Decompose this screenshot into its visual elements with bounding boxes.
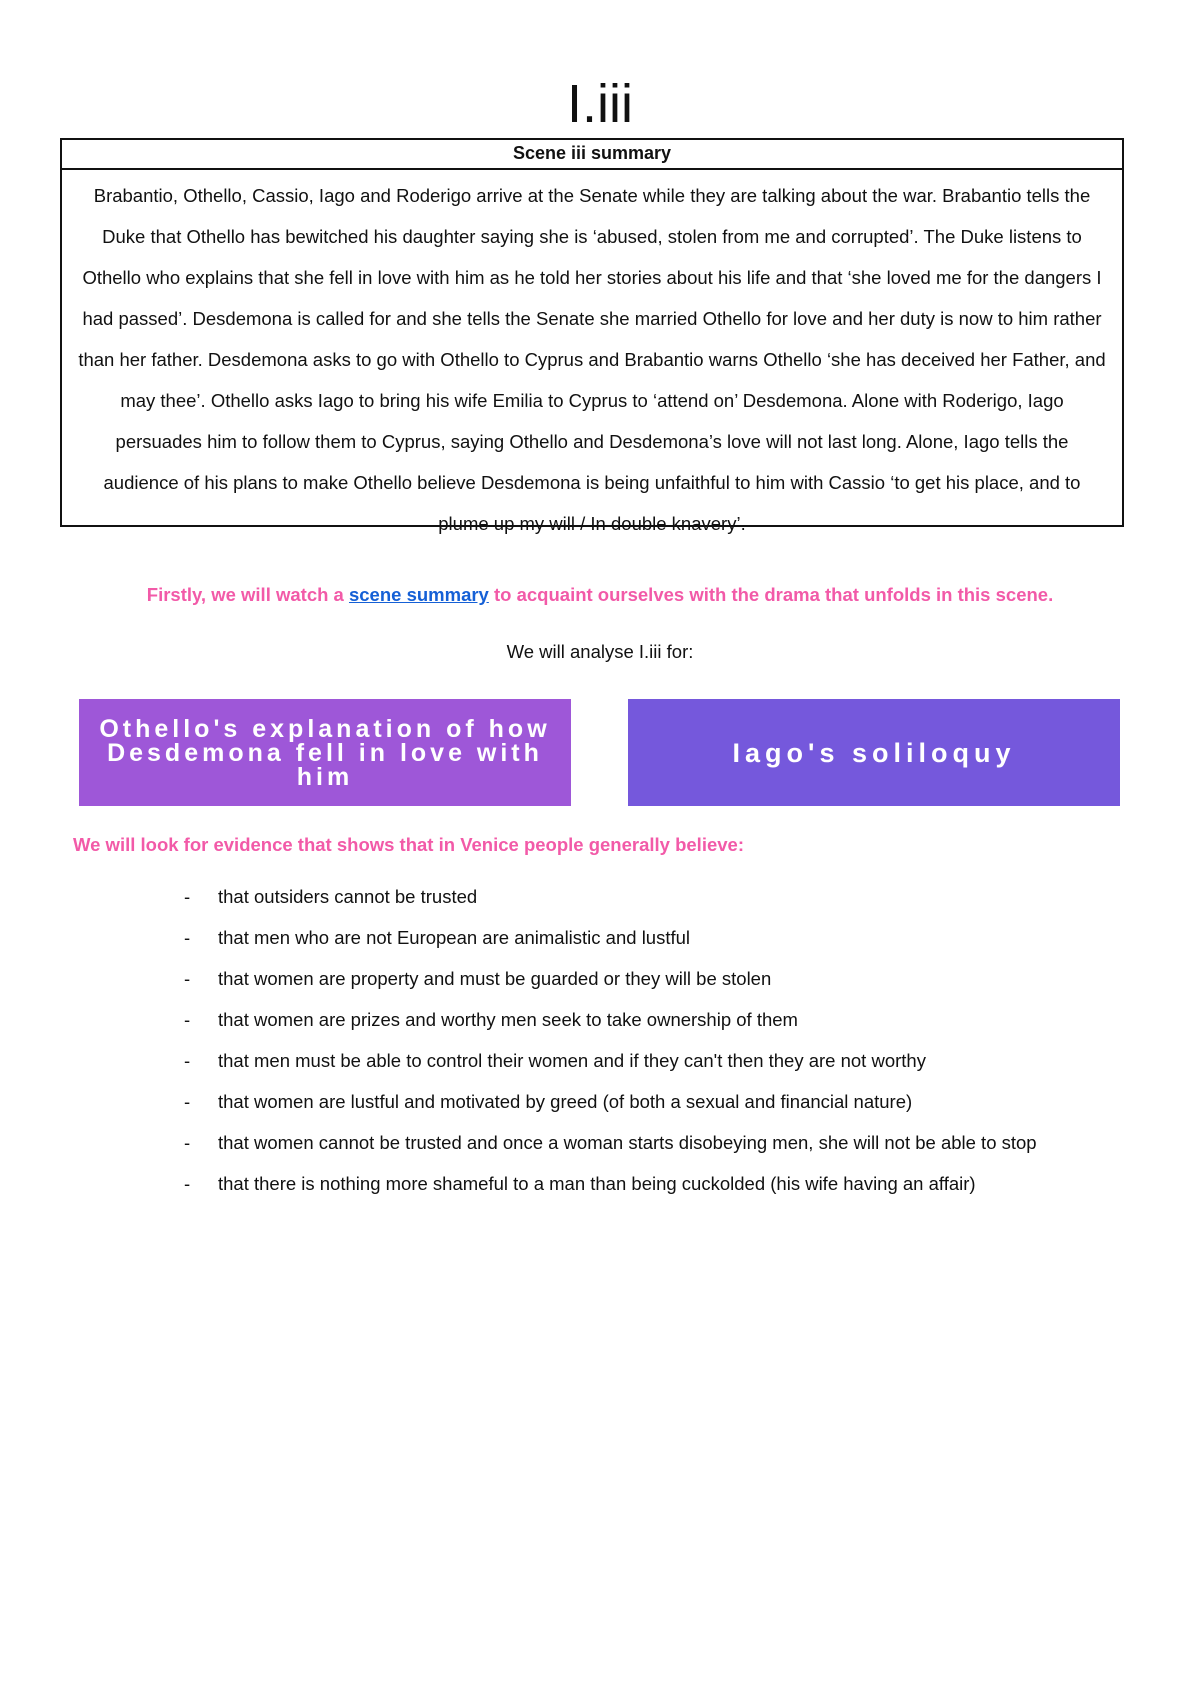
- belief-list: [184, 876, 1144, 1204]
- dash-bullet: -: [184, 1132, 191, 1153]
- focus-box-label: Iago's soliloquy: [732, 737, 1016, 768]
- summary-text: Brabantio, Othello, Cassio, Iago and Roderigo arrive at the Senate while they are talking about the war. Brabantio tells the Duke that Othello has bewitched his daughter saying she is ‘abused, stolen from me and corrupted’. The Duke listens to Othello who explains that she fell in love with him as he told her stories about his life and that ‘she loved me for the dangers I had passed’. Desdemona is called for and she tells the Senate she married Othello for love and her duty is now to him rather than her father. Desdemona asks to go with Othello to Cyprus and Brabantio warns Othello ‘she has deceived her Father, and may thee’. Othello asks Iago to bring his wife Emilia to Cyprus to ‘attend on’ Desdemona. Alone with Roderigo, Iago persuades him to follow them to Cyprus, saying Othello and Desdemona’s love will not last long. Alone, Iago tells the audience of his plans to make Othello believe Desdemona is being unfaithful to him with Cassio ‘to get his place, and to plume up my will / In double knavery’.: [78, 185, 1106, 534]
- intro-text-before: Firstly, we will watch a: [146, 584, 349, 605]
- intro-line: [0, 582, 1200, 608]
- summary-heading: Scene iii summary: [62, 140, 1122, 170]
- list-item: [184, 1163, 1144, 1204]
- list-item: [184, 917, 1144, 958]
- list-item-text: that men must be able to control their women and if they can't then they are not worthy: [218, 1050, 926, 1071]
- focus-box-iago-soliloquy: [628, 699, 1120, 806]
- dash-bullet: -: [184, 968, 191, 989]
- dash-bullet: -: [184, 1009, 191, 1030]
- list-item-text: that men who are not European are animalistic and lustful: [218, 927, 691, 948]
- list-item-text: that women cannot be trusted and once a woman starts disobeying men, she will not be able to stop: [218, 1132, 1037, 1153]
- list-item: [184, 1081, 1144, 1122]
- list-item: [184, 876, 1144, 917]
- focus-box-label: Othello's explanation of how Desdemona fell in love with him: [99, 714, 551, 791]
- list-item-text: that women are lustful and motivated by greed (of both a sexual and financial nature): [218, 1091, 913, 1112]
- dash-bullet: -: [184, 886, 191, 907]
- focus-box-othello-explanation: [79, 699, 571, 806]
- dash-bullet: -: [184, 1050, 191, 1071]
- list-item-text: that women are prizes and worthy men seek to take ownership of them: [218, 1009, 798, 1030]
- list-item: [184, 1040, 1144, 1081]
- intro-text-after: to acquaint ourselves with the drama that unfolds in this scene.: [488, 584, 1054, 605]
- list-item-text: that outsiders cannot be trusted: [218, 886, 478, 907]
- dash-bullet: -: [184, 1091, 191, 1112]
- page-title: I.iii: [567, 74, 633, 134]
- list-item: [184, 1122, 1144, 1163]
- list-item: [184, 958, 1144, 999]
- dash-bullet: -: [184, 927, 191, 948]
- dash-bullet: -: [184, 1173, 191, 1194]
- scene-summary-link[interactable]: scene summary: [348, 584, 489, 605]
- analyse-line: We will analyse I.iii for:: [506, 641, 694, 662]
- list-item-text: that women are property and must be guarded or they will be stolen: [218, 968, 772, 989]
- list-item-text: that there is nothing more shameful to a man than being cuckolded (his wife having an affair): [218, 1173, 976, 1194]
- evidence-intro: We will look for evidence that shows that in Venice people generally believe:: [73, 834, 744, 855]
- list-item: [184, 999, 1144, 1040]
- summary-table: [60, 138, 1124, 534]
